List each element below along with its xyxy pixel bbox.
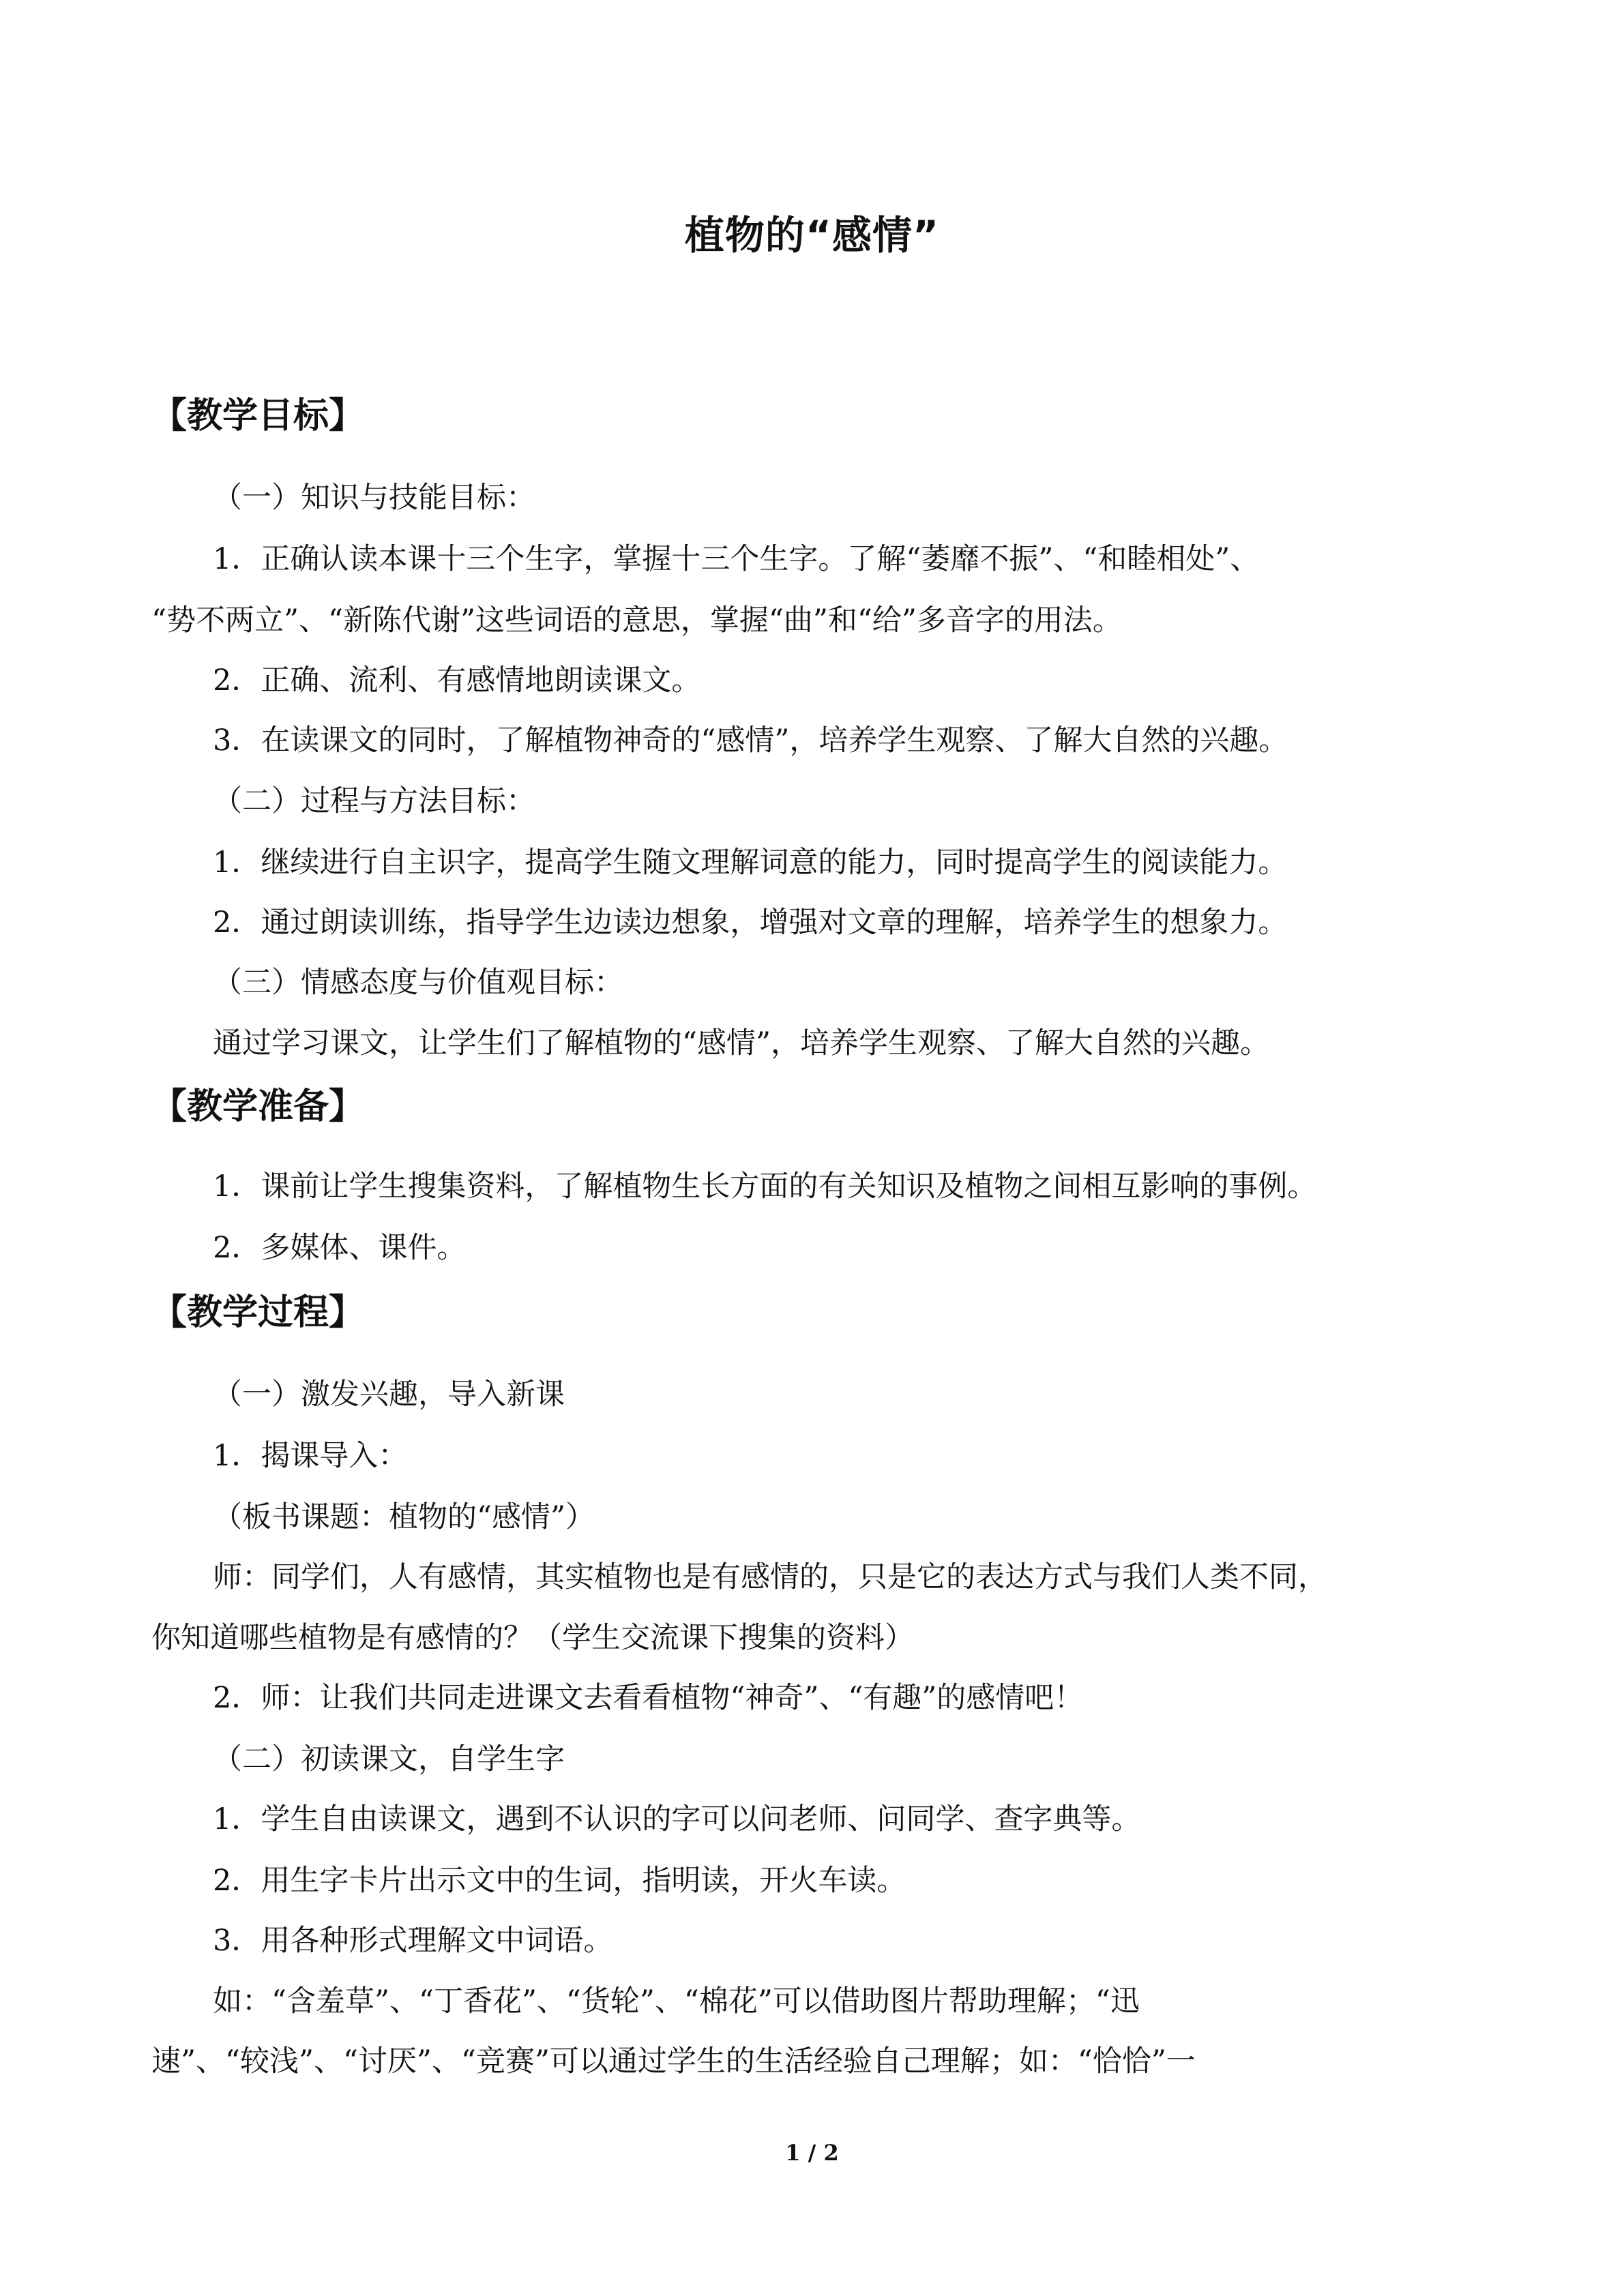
preparation-item-2: 2．多媒体、课件。	[213, 1231, 467, 1265]
reading-step-3: 3．用各种形式理解文中词语。	[213, 1924, 613, 1958]
goals-item-1-line-2: “势不两立”、“新陈代谢”这些词语的意思，掌握“曲”和“给”多音字的用法。	[151, 603, 1122, 638]
reading-example-line-1: 如：“含羞草”、“丁香花”、“货轮”、“棉花”可以借助图片帮助理解；“迅	[213, 1984, 1140, 2018]
process-goal-1: 1．继续进行自主识字，提高学生随文理解词意的能力，同时提高学生的阅读能力。	[213, 846, 1288, 880]
reading-step-1: 1．学生自由读课文，遇到不认识的字可以问老师、问同学、查字典等。	[213, 1802, 1141, 1836]
goals-item-1-line-1: 1．正确认读本课十三个生字，掌握十三个生字。了解“萎靡不振”、“和睦相处”、	[213, 542, 1260, 576]
reading-step-2: 2．用生字卡片出示文中的生词，指明读，开火车读。	[213, 1864, 906, 1898]
process-step-teacher-line-1: 师：同学们，人有感情，其实植物也是有感情的，只是它的表达方式与我们人类不同，	[213, 1560, 1327, 1594]
goals-subheading-emotion: （三）情感态度与价值观目标：	[213, 966, 623, 1000]
process-step-teacher-line-2: 你知道哪些植物是有感情的？（学生交流课下搜集的资料）	[151, 1621, 914, 1655]
process-step-blackboard: （板书课题：植物的“感情”）	[213, 1500, 595, 1534]
heading-teaching-preparation: 【教学准备】	[151, 1086, 365, 1127]
preparation-item-1: 1．课前让学生搜集资料，了解植物生长方面的有关知识及植物之间相互影响的事例。	[213, 1169, 1317, 1204]
process-subheading-1: （一）激发兴趣，导入新课	[213, 1377, 565, 1412]
process-goal-2: 2．通过朗读训练，指导学生边读边想象，增强对文章的理解，培养学生的想象力。	[213, 906, 1288, 940]
heading-teaching-goals: 【教学目标】	[151, 396, 365, 436]
reading-example-line-2: 速”、“较浅”、“讨厌”、“竞赛”可以通过学生的生活经验自己理解；如：“恰恰”一	[151, 2044, 1196, 2078]
heading-teaching-process: 【教学过程】	[151, 1292, 365, 1333]
goals-item-3: 3．在读课文的同时，了解植物神奇的“感情”，培养学生观察、了解大自然的兴趣。	[213, 724, 1288, 758]
emotion-goal-1: 通过学习课文，让学生们了解植物的“感情”，培养学生观察、了解大自然的兴趣。	[213, 1026, 1269, 1060]
process-step-2: 2．师：让我们共同走进课文去看看植物“神奇”、“有趣”的感情吧！	[213, 1681, 1084, 1715]
process-step-1: 1．揭课导入：	[213, 1439, 408, 1473]
goals-subheading-process: （二）过程与方法目标：	[213, 784, 535, 818]
document-title: 植物的“感情”	[684, 212, 940, 258]
page-number: 1 / 2	[785, 2140, 839, 2166]
goals-item-2: 2．正确、流利、有感情地朗读课文。	[213, 664, 701, 698]
goals-subheading-knowledge: （一）知识与技能目标：	[213, 481, 535, 515]
process-subheading-2: （二）初读课文，自学生字	[213, 1742, 565, 1776]
